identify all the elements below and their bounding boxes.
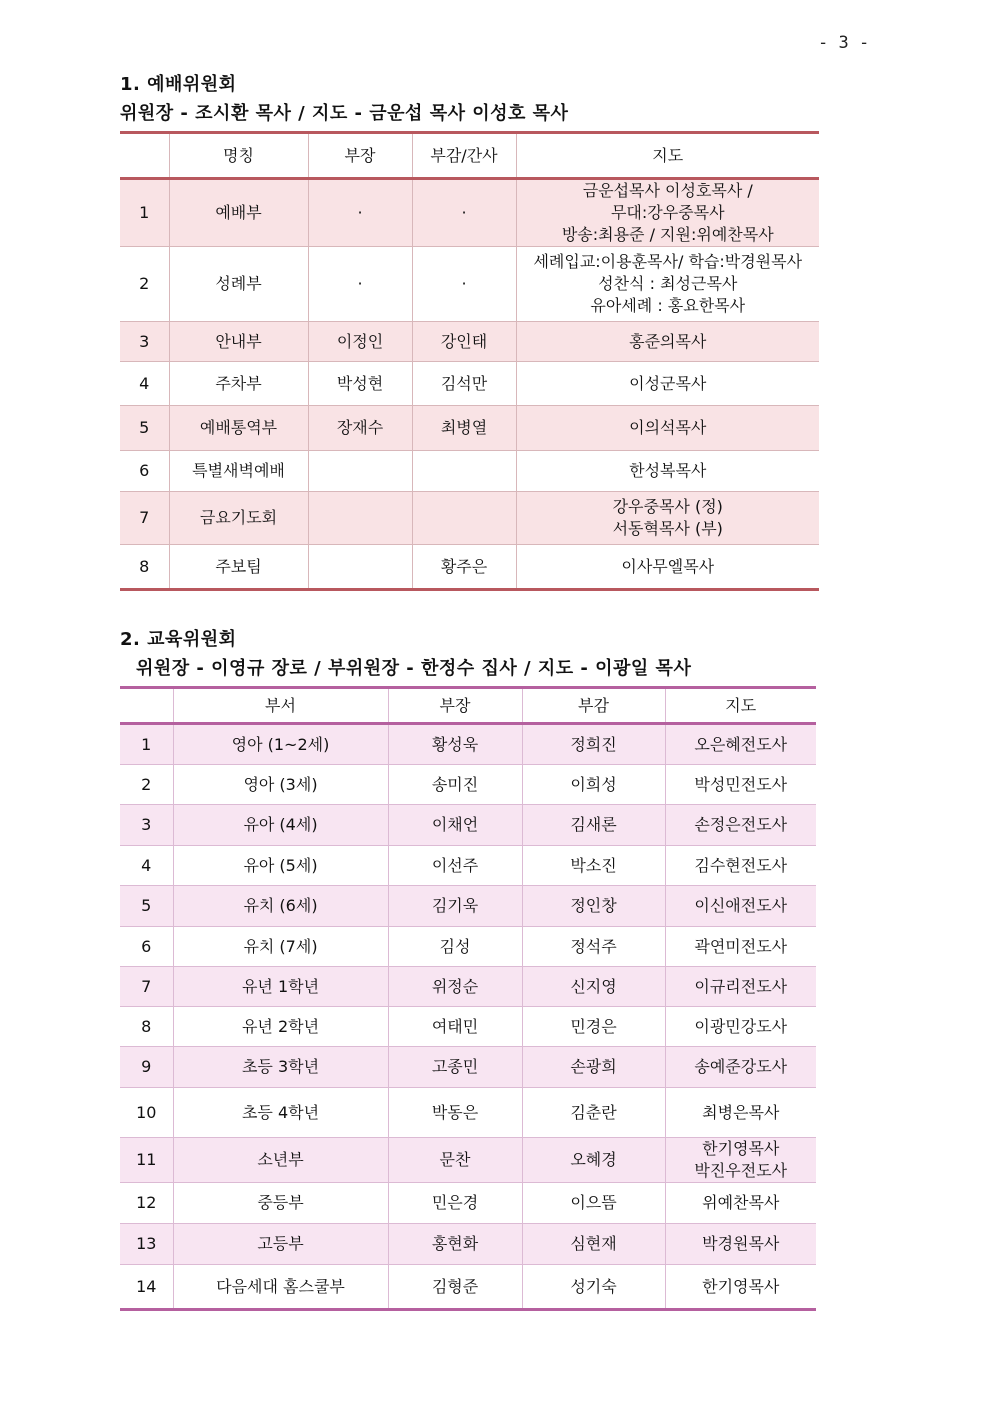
cell-line: 위예찬목사 — [702, 1193, 780, 1212]
cell-head: 박성현 — [308, 362, 412, 406]
cell-dept: 소년부 — [173, 1138, 388, 1183]
cell-line: 강우중목사 (정) — [612, 497, 723, 516]
cell-line: 한기영목사 — [702, 1139, 780, 1158]
header-cell: 명칭 — [169, 133, 308, 179]
education-committee-table — [120, 686, 816, 1311]
cell-no: 6 — [120, 927, 173, 967]
header-cell: 부서 — [173, 688, 388, 724]
cell-dept: 초등 4학년 — [173, 1088, 388, 1138]
cell-no: 1 — [120, 724, 173, 765]
table-row — [120, 1088, 816, 1138]
cell-no: 4 — [120, 362, 169, 406]
cell-guide — [665, 886, 816, 927]
header-cell — [120, 133, 169, 179]
cell-dept: 유아 (4세) — [173, 805, 388, 846]
table-header-row — [120, 133, 819, 179]
cell-no: 12 — [120, 1183, 173, 1224]
cell-head: 이정인 — [308, 322, 412, 362]
table-row — [120, 846, 816, 886]
table-row — [120, 1224, 816, 1265]
cell-head: 박동은 — [388, 1088, 522, 1138]
cell-deputy: 김춘란 — [522, 1088, 665, 1138]
table-row — [120, 451, 819, 492]
cell-name: 특별새벽예배 — [169, 451, 308, 492]
cell-line: 이사무엘목사 — [621, 556, 715, 576]
table-row — [120, 1265, 816, 1310]
cell-head: 위정순 — [388, 967, 522, 1007]
cell-head — [308, 492, 412, 545]
cell-deputy: 심현재 — [522, 1224, 665, 1265]
cell-guide — [516, 451, 819, 492]
table-row — [120, 927, 816, 967]
cell-deputy — [412, 492, 516, 545]
table-header-row — [120, 688, 816, 724]
cell-deputy: 최병열 — [412, 406, 516, 451]
table-row — [120, 724, 816, 765]
section2-subtitle: 위원장 - 이영규 장로 / 부위원장 - 한정수 집사 / 지도 - 이광일 목사 — [136, 658, 692, 679]
cell-line: 손정은전도사 — [694, 815, 788, 834]
table-row — [120, 247, 819, 322]
cell-guide — [516, 362, 819, 406]
cell-dept: 영아 (3세) — [173, 765, 388, 805]
cell-guide — [516, 322, 819, 362]
cell-head: 민은경 — [388, 1183, 522, 1224]
cell-deputy: 정인창 — [522, 886, 665, 927]
cell-name: 주차부 — [169, 362, 308, 406]
header-cell: 부장 — [308, 133, 412, 179]
cell-line: 최병은목사 — [702, 1102, 780, 1122]
cell-line: 무대:강우중목사 — [610, 203, 725, 222]
cell-no: 14 — [120, 1265, 173, 1310]
cell-no: 7 — [120, 492, 169, 545]
cell-guide — [665, 1007, 816, 1047]
table-row — [120, 765, 816, 805]
cell-dept: 고등부 — [173, 1224, 388, 1265]
table-row — [120, 1138, 816, 1183]
cell-line: 이성군목사 — [629, 373, 707, 393]
cell-head: 문찬 — [388, 1138, 522, 1183]
cell-deputy: 정희진 — [522, 724, 665, 765]
table-row — [120, 805, 816, 846]
table-row — [120, 1007, 816, 1047]
cell-deputy: 이희성 — [522, 765, 665, 805]
cell-name: 안내부 — [169, 322, 308, 362]
cell-line: 세례입교:이용훈목사/ 학습:박경원목사 — [533, 252, 803, 271]
cell-guide — [665, 967, 816, 1007]
cell-head: 김성 — [388, 927, 522, 967]
cell-guide — [665, 846, 816, 886]
cell-head: 홍현화 — [388, 1224, 522, 1265]
cell-guide — [516, 247, 819, 322]
cell-no: 1 — [120, 179, 169, 247]
cell-dept: 유치 (7세) — [173, 927, 388, 967]
cell-deputy: 강인태 — [412, 322, 516, 362]
cell-no: 5 — [120, 406, 169, 451]
cell-line: 성찬식 : 최성근목사 — [598, 274, 738, 293]
cell-head — [308, 545, 412, 590]
cell-deputy: 민경은 — [522, 1007, 665, 1047]
cell-head: · — [308, 179, 412, 247]
cell-name: 성례부 — [169, 247, 308, 322]
cell-line: 이규리전도사 — [694, 976, 788, 996]
cell-line: 이광민강도사 — [694, 1016, 788, 1036]
cell-head: 황성욱 — [388, 724, 522, 765]
cell-no: 4 — [120, 846, 173, 886]
cell-line: 한기영목사 — [702, 1276, 780, 1296]
cell-name: 주보팀 — [169, 545, 308, 590]
cell-no: 11 — [120, 1138, 173, 1183]
cell-line: 이의석목사 — [629, 418, 707, 437]
section1-title: 1. 예배위원회 — [120, 74, 237, 95]
cell-no: 3 — [120, 805, 173, 846]
header-cell: 부장 — [388, 688, 522, 724]
cell-line: 송예준강도사 — [694, 1057, 788, 1076]
cell-no: 6 — [120, 451, 169, 492]
table-row — [120, 886, 816, 927]
cell-dept: 영아 (1~2세) — [173, 724, 388, 765]
table-row — [120, 545, 819, 590]
cell-guide — [665, 724, 816, 765]
section2-title: 2. 교육위원회 — [120, 629, 237, 650]
cell-guide — [516, 492, 819, 545]
cell-line: 곽연미전도사 — [694, 936, 788, 956]
cell-guide — [665, 1088, 816, 1138]
cell-guide — [665, 1224, 816, 1265]
cell-dept: 초등 3학년 — [173, 1047, 388, 1088]
cell-no: 2 — [120, 247, 169, 322]
cell-no: 7 — [120, 967, 173, 1007]
cell-no: 13 — [120, 1224, 173, 1265]
cell-deputy: 김새론 — [522, 805, 665, 846]
page-number: - 3 - — [818, 33, 870, 53]
cell-dept: 다음세대 홈스쿨부 — [173, 1265, 388, 1310]
table-row — [120, 179, 819, 247]
cell-deputy: 오혜경 — [522, 1138, 665, 1183]
worship-committee-table — [120, 131, 819, 591]
cell-head: 고종민 — [388, 1047, 522, 1088]
cell-head: 여태민 — [388, 1007, 522, 1047]
table-row — [120, 967, 816, 1007]
cell-line: 박경원목사 — [702, 1234, 780, 1253]
cell-head: · — [308, 247, 412, 322]
cell-deputy: 황주은 — [412, 545, 516, 590]
cell-dept: 유년 2학년 — [173, 1007, 388, 1047]
cell-line: 박진우전도사 — [694, 1161, 788, 1180]
table-row — [120, 362, 819, 406]
cell-line: 서동혁목사 (부) — [612, 519, 723, 538]
cell-deputy: 정석주 — [522, 927, 665, 967]
cell-line: 한성복목사 — [629, 461, 707, 480]
cell-head: 장재수 — [308, 406, 412, 451]
cell-deputy: · — [412, 247, 516, 322]
cell-guide — [516, 179, 819, 247]
cell-line: 유아세례 : 홍요한목사 — [590, 296, 746, 315]
cell-dept: 중등부 — [173, 1183, 388, 1224]
cell-guide — [516, 545, 819, 590]
cell-guide — [665, 1047, 816, 1088]
cell-name: 예배통역부 — [169, 406, 308, 451]
cell-line: 방송:최용준 / 지원:위예찬목사 — [561, 225, 774, 244]
section1-subtitle: 위원장 - 조시환 목사 / 지도 - 금운섭 목사 이성호 목사 — [120, 103, 569, 124]
cell-line: 홍준의목사 — [629, 331, 707, 351]
cell-line: 김수현전도사 — [694, 855, 788, 875]
header-cell: 지도 — [665, 688, 816, 724]
table-row — [120, 1047, 816, 1088]
cell-dept: 유치 (6세) — [173, 886, 388, 927]
cell-deputy: 이으뜸 — [522, 1183, 665, 1224]
cell-dept: 유년 1학년 — [173, 967, 388, 1007]
cell-head — [308, 451, 412, 492]
table-row — [120, 322, 819, 362]
header-cell — [120, 688, 173, 724]
cell-line: 금운섭목사 이성호목사 / — [582, 181, 753, 200]
cell-line: 박성민전도사 — [694, 774, 788, 794]
cell-head: 김형준 — [388, 1265, 522, 1310]
cell-no: 10 — [120, 1088, 173, 1138]
cell-no: 3 — [120, 322, 169, 362]
header-cell: 지도 — [516, 133, 819, 179]
cell-deputy: · — [412, 179, 516, 247]
cell-deputy: 손광희 — [522, 1047, 665, 1088]
cell-guide — [665, 1265, 816, 1310]
cell-guide — [516, 406, 819, 451]
cell-no: 5 — [120, 886, 173, 927]
table-row — [120, 1183, 816, 1224]
cell-guide — [665, 805, 816, 846]
cell-head: 송미진 — [388, 765, 522, 805]
cell-deputy: 성기숙 — [522, 1265, 665, 1310]
cell-head: 김기욱 — [388, 886, 522, 927]
cell-deputy: 김석만 — [412, 362, 516, 406]
cell-guide — [665, 1183, 816, 1224]
cell-head: 이선주 — [388, 846, 522, 886]
cell-no: 8 — [120, 1007, 173, 1047]
cell-line: 이신애전도사 — [694, 896, 788, 915]
cell-guide — [665, 1138, 816, 1183]
cell-no: 9 — [120, 1047, 173, 1088]
cell-name: 예배부 — [169, 179, 308, 247]
cell-head: 이채언 — [388, 805, 522, 846]
table-row — [120, 406, 819, 451]
cell-deputy — [412, 451, 516, 492]
cell-line: 오은혜전도사 — [694, 734, 788, 754]
cell-guide — [665, 765, 816, 805]
cell-deputy: 신지영 — [522, 967, 665, 1007]
cell-guide — [665, 927, 816, 967]
header-cell: 부감 — [522, 688, 665, 724]
cell-no: 2 — [120, 765, 173, 805]
table-row — [120, 492, 819, 545]
cell-deputy: 박소진 — [522, 846, 665, 886]
cell-no: 8 — [120, 545, 169, 590]
cell-dept: 유아 (5세) — [173, 846, 388, 886]
header-cell: 부감/간사 — [412, 133, 516, 179]
cell-name: 금요기도회 — [169, 492, 308, 545]
